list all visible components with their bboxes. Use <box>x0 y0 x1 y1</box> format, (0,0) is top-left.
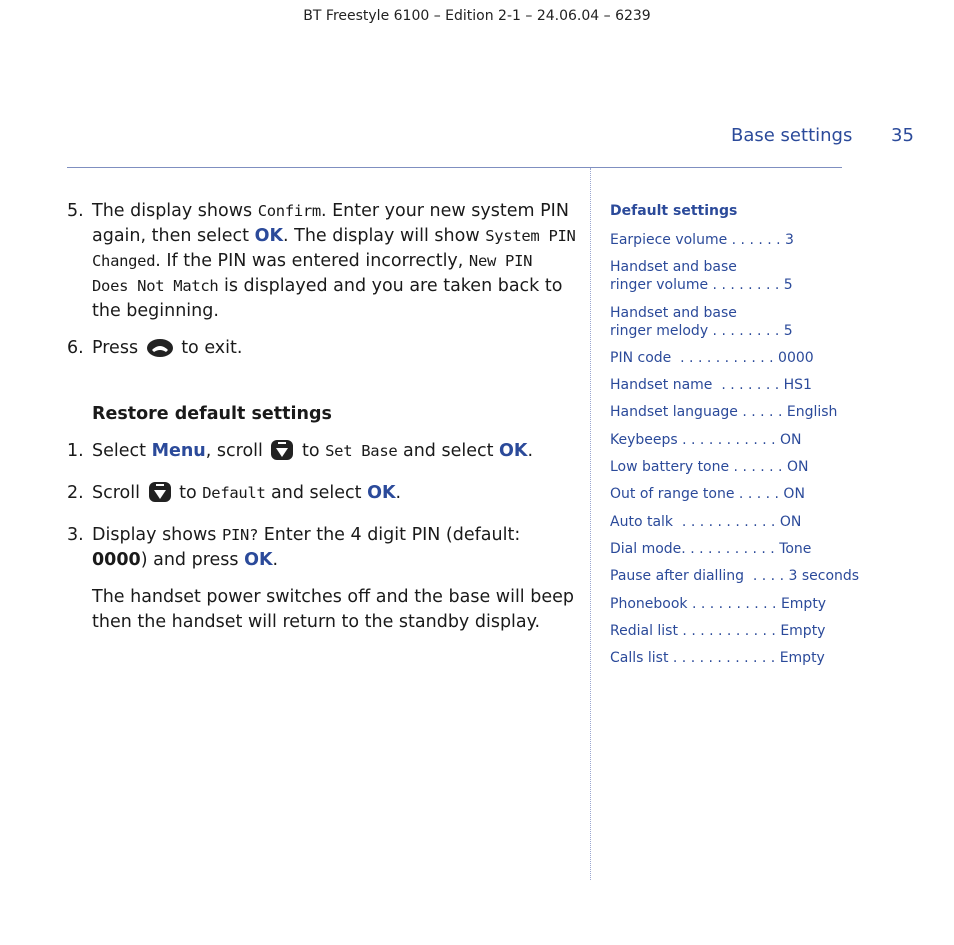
document-header: BT Freestyle 6100 – Edition 2-1 – 24.06.04 – 6239 <box>303 8 651 24</box>
default-setting-row: Handset name . . . . . . . HS1 <box>610 377 812 394</box>
restore-note: The handset power switches off and the base will beep then the handset will return to the standby display. <box>92 587 574 632</box>
section-title: Base settings <box>731 125 853 146</box>
default-setting-row: Calls list . . . . . . . . . . . . Empty <box>610 650 825 667</box>
default-setting-row: Keybeeps . . . . . . . . . . . ON <box>610 431 802 448</box>
default-setting-row: Low battery tone . . . . . . ON <box>610 459 809 476</box>
default-setting-row: Earpiece volume . . . . . . 3 <box>610 232 794 248</box>
restore-heading: Restore default settings <box>92 404 332 424</box>
ok-key-label: OK <box>367 483 396 503</box>
step-text: Select <box>92 441 152 461</box>
step-text: . If the PIN was entered incorrectly, <box>155 251 469 271</box>
step-number: 6. <box>67 338 84 358</box>
step-5 <box>67 199 577 324</box>
display-text-confirm: Confirm <box>257 202 321 220</box>
default-pin: 0000 <box>92 550 141 570</box>
step-number: 5. <box>67 201 84 221</box>
default-setting-row: Handset and base ringer melody . . . . . . . . 5 <box>610 304 793 339</box>
ok-key-label: OK <box>244 550 273 570</box>
step-text: . The display will show <box>283 226 486 246</box>
restore-step-2 <box>67 481 577 511</box>
default-setting-row: Dial mode. . . . . . . . . . . Tone <box>610 540 812 557</box>
step-text: Display shows <box>92 525 222 545</box>
step-text: to <box>173 483 203 503</box>
step-text: Press <box>92 338 144 358</box>
default-setting-row: Auto talk . . . . . . . . . . . ON <box>610 513 802 530</box>
step-text: . <box>272 550 279 570</box>
page-number: 35 <box>891 125 914 146</box>
step-text: . <box>395 483 402 503</box>
step-text: The display shows <box>92 201 258 221</box>
step-text: and select <box>265 483 368 503</box>
default-setting-row: PIN code . . . . . . . . . . . 0000 <box>610 349 814 366</box>
default-setting-row: Handset and base ringer volume . . . . . . . . 5 <box>610 259 793 294</box>
restore-step-3 <box>67 523 577 573</box>
step-text: to exit. <box>175 338 243 358</box>
restore-step-1 <box>67 439 577 469</box>
step-number: 2. <box>67 483 84 503</box>
default-settings-panel <box>610 202 860 676</box>
default-setting-row: Redial list . . . . . . . . . . . Empty <box>610 622 826 639</box>
header-rule <box>67 167 842 168</box>
step-text: Enter the 4 digit PIN (default: <box>258 525 521 545</box>
end-call-icon <box>146 338 174 366</box>
default-settings-title: Default settings <box>610 203 738 219</box>
display-text-pin: PIN? <box>221 526 259 544</box>
column-divider <box>590 168 591 880</box>
display-text-set-base: Set Base <box>325 442 398 460</box>
step-text: , scroll <box>205 441 269 461</box>
scroll-down-icon <box>270 439 294 469</box>
default-setting-row: Handset language . . . . . English <box>610 404 838 421</box>
default-setting-row: Out of range tone . . . . . ON <box>610 486 805 503</box>
default-setting-row: Phonebook . . . . . . . . . . Empty <box>610 595 827 612</box>
step-number: 1. <box>67 441 84 461</box>
step-number: 3. <box>67 525 84 545</box>
default-setting-row: Pause after dialling . . . . 3 seconds <box>610 568 860 585</box>
step-text: . <box>527 441 534 461</box>
step-text: ) and press <box>140 550 245 570</box>
display-text-no-match: New PIN Does Not Match <box>92 252 533 295</box>
ok-key-label: OK <box>254 226 284 246</box>
display-text-pin-changed: System PIN Changed <box>92 227 576 270</box>
step-6 <box>67 336 577 366</box>
step-text: is displayed and you are taken back to the beginning. <box>92 276 563 321</box>
step-text: and select <box>397 441 500 461</box>
menu-key-label: Menu <box>151 441 206 461</box>
ok-key-label: OK <box>499 441 528 461</box>
step-text: . Enter your new system PIN again, then select <box>92 201 569 246</box>
step-text: Scroll <box>92 483 146 503</box>
display-text-default: Default <box>202 484 266 502</box>
scroll-down-icon <box>148 481 172 511</box>
main-column <box>67 199 577 647</box>
step-text: to <box>296 441 326 461</box>
